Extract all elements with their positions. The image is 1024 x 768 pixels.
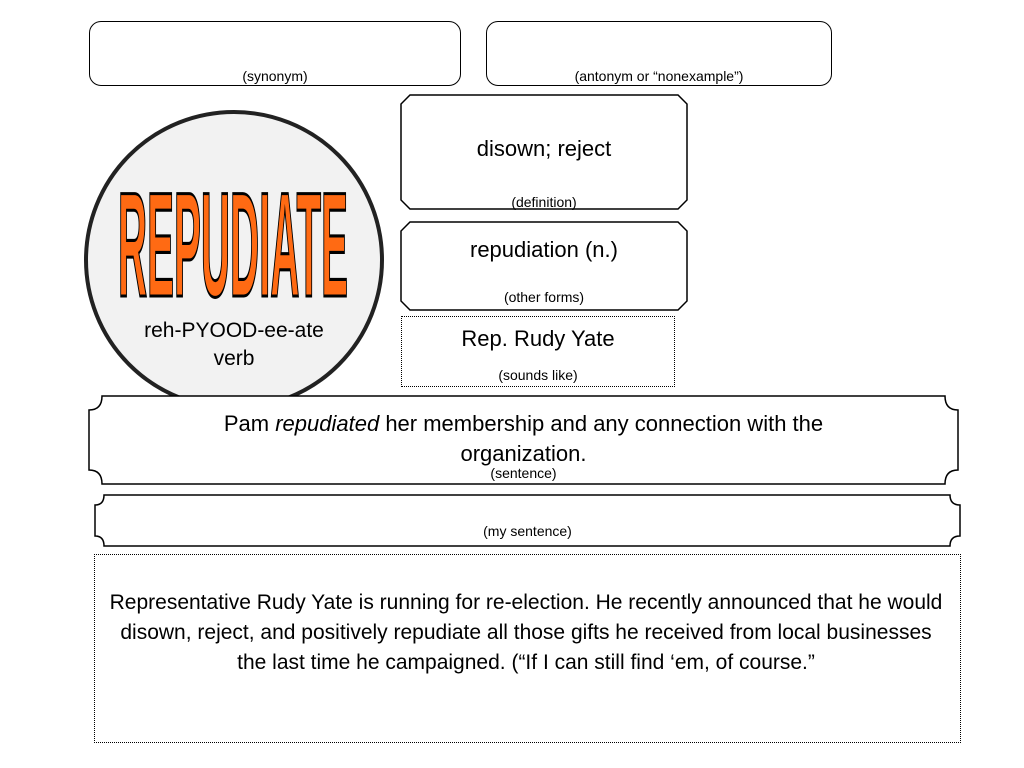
- sentence-box: [88, 395, 959, 485]
- word-title-text: REPUDIATE: [118, 162, 348, 314]
- sentence-after: her membership and any connection with the organization.: [379, 411, 824, 466]
- antonym-caption: (antonym or “nonexample”): [574, 68, 744, 84]
- pronunciation: reh-PYOOD-ee-ate: [144, 319, 324, 342]
- my-sentence-caption: (my sentence): [483, 523, 572, 539]
- sentence-before: Pam: [223, 411, 276, 436]
- sentence-text: [158, 409, 889, 469]
- definition-text: disown; reject: [476, 136, 612, 161]
- part-of-speech: verb: [213, 347, 255, 370]
- definition-box: [400, 94, 688, 210]
- sentence-caption: (sentence): [490, 465, 557, 481]
- word-title: [108, 148, 358, 314]
- my-sentence-frame: [94, 494, 961, 547]
- synonym-box: [89, 21, 461, 86]
- synonym-caption: (synonym): [242, 68, 308, 84]
- definition-caption: (definition): [511, 194, 577, 210]
- sounds-like-text: Rep. Rudy Yate: [461, 326, 615, 351]
- antonym-box: [486, 21, 832, 86]
- other-forms-box: [400, 221, 688, 311]
- other-forms-caption: (other forms): [503, 289, 585, 305]
- other-forms-text: repudiation (n.): [470, 237, 618, 262]
- story-text: Representative Rudy Yate is running for re-election. He recently announced that he would disown, reject, and positively repudiate all those gifts he received from local businesses the last time he campaigned. (“If I can still find ‘em, of course.”: [109, 591, 943, 674]
- sentence-emphasis: repudiated: [275, 411, 380, 436]
- my-sentence-box: [94, 494, 961, 547]
- sounds-like-box: [401, 316, 675, 387]
- sounds-like-caption: (sounds like): [498, 367, 578, 383]
